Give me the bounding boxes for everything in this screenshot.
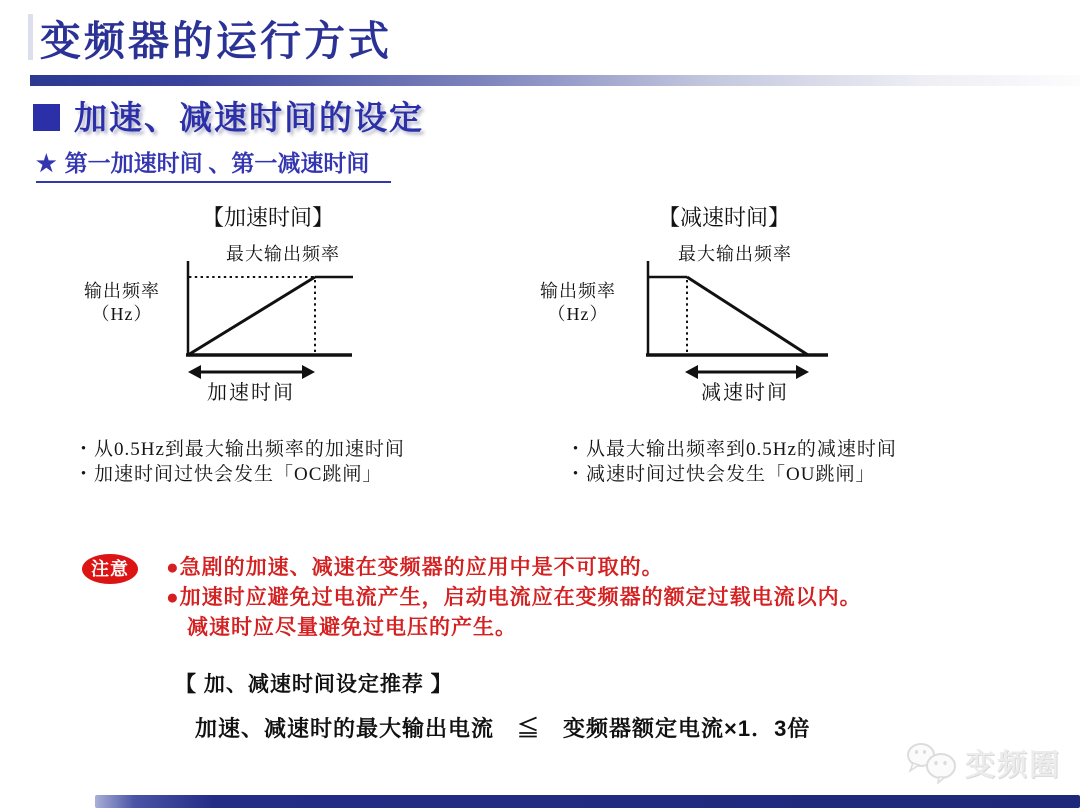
decel-note-2: ・减速时间过快会发生「OU跳闸」 [566,464,876,485]
accel-y-axis-label-line1: 输出频率 [84,281,160,301]
accel-time-label: 加速时间 [207,382,295,404]
footer-bar [95,795,1080,808]
title-divider-bar [30,75,1080,86]
decel-max-output-label: 最大输出频率 [678,244,792,264]
decel-note-1: ・从最大输出频率到0.5Hz的减速时间 [566,439,897,460]
accel-max-output-label: 最大输出频率 [226,244,340,264]
square-bullet-icon [33,104,60,131]
watermark-text: 变频圈 [965,749,1061,782]
accel-note-2: ・加速时间过快会发生「OC跳闸」 [74,464,383,485]
recommendation-heading: 【 加、减速时间设定推荐 】 [175,673,453,696]
accel-notes [74,437,405,487]
decel-notes [566,437,897,487]
decel-diagram-title: 【减速时间】 [657,205,790,230]
notice-line-2: ●加速时应避免过电流产生，启动电流应在变频器的额定过载电流以内。 [166,586,862,609]
wechat-bubbles-icon [903,740,961,784]
watermark [903,740,1061,784]
title-accent-line [28,14,33,60]
notice-line-1: ●急剧的加速、减速在变频器的应用中是不可取的。 [166,556,664,579]
subsection-text: 第一加速时间 、第一减速时间 [64,151,370,176]
notice-line-3: 减速时应尽量避免过电压的产生。 [187,616,517,639]
section-heading: 加速、减速时间的设定 [74,99,424,136]
decel-y-axis-label-line1: 输出频率 [540,281,616,301]
decel-y-axis-label-line2: （Hz） [547,304,609,324]
accel-y-axis-label-line2: （Hz） [91,304,153,324]
accel-note-1: ・从0.5Hz到最大输出频率的加速时间 [74,439,405,460]
page-title: 变频器的运行方式 [40,18,392,64]
accel-diagram-title: 【加速时间】 [201,205,334,230]
star-icon: ★ [36,151,57,176]
section-heading-row [33,92,424,139]
decel-time-label: 减速时间 [701,382,789,404]
subsection-heading [36,145,391,183]
notice-badge: 注意 [82,554,138,584]
notice-text-block [166,553,862,643]
recommendation-formula: 加速、减速时的最大输出电流 ≦ 变频器额定电流×1．3倍 [195,716,811,741]
